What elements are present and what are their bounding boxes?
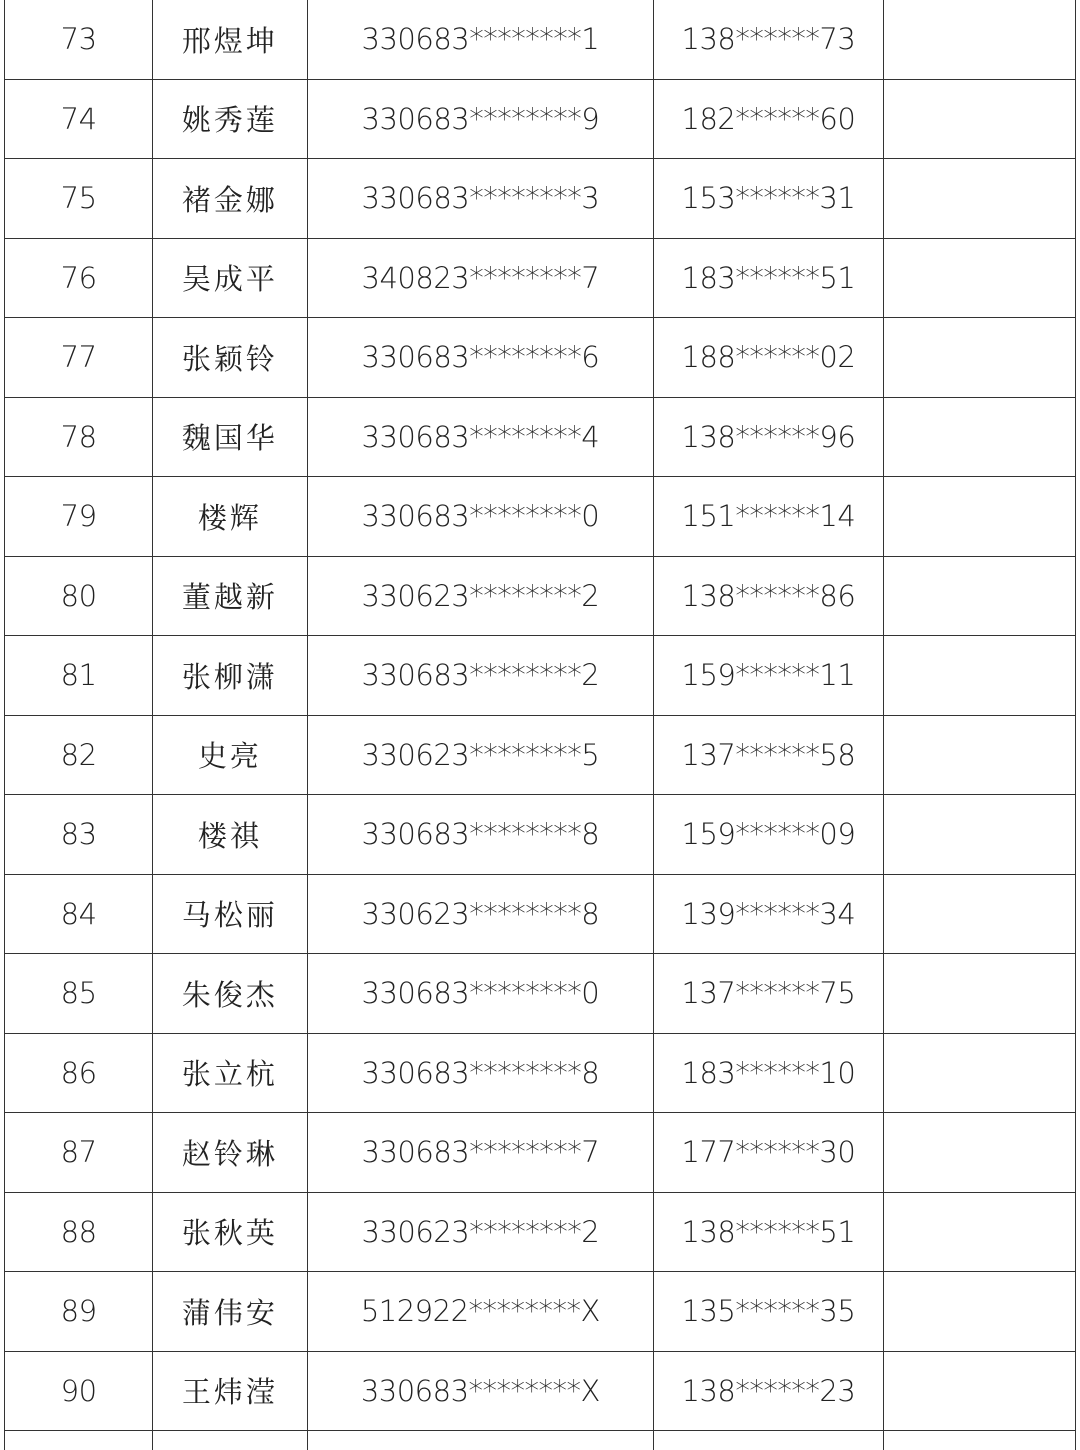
cell-note — [883, 1113, 1075, 1193]
cell-name: 张柳潇 — [153, 636, 307, 716]
cell-name: 史亮 — [153, 715, 307, 795]
cell-note — [883, 318, 1075, 398]
table-row — [5, 1192, 1076, 1272]
cell-phone: 153******31 — [654, 159, 883, 239]
cell-number: 84 — [5, 874, 153, 954]
cell-note — [883, 1192, 1075, 1272]
cell-id-number: 330683********8 — [307, 795, 654, 875]
cell-id-number: 330683********0 — [307, 954, 654, 1034]
roster-table-body — [5, 0, 1076, 1450]
table-row — [5, 874, 1076, 954]
cell-phone: 138******73 — [654, 0, 883, 79]
cell-number: 77 — [5, 318, 153, 398]
table-row — [5, 1351, 1076, 1431]
table-row — [5, 0, 1076, 79]
cell-id-number: 330683********4 — [307, 397, 654, 477]
cell-phone: 188******02 — [654, 318, 883, 398]
cell-name: 楼祺 — [153, 795, 307, 875]
table-row — [5, 397, 1076, 477]
cell-phone: 177******30 — [654, 1113, 883, 1193]
cell-phone: 151******14 — [654, 477, 883, 557]
table-row — [5, 318, 1076, 398]
table-row — [5, 1431, 1076, 1450]
cell-number: 76 — [5, 238, 153, 318]
cell-phone: 138******86 — [654, 556, 883, 636]
cell-id-number — [307, 1431, 654, 1450]
cell-id-number: 330683********0 — [307, 477, 654, 557]
cell-note — [883, 477, 1075, 557]
table-row — [5, 715, 1076, 795]
cell-note — [883, 159, 1075, 239]
cell-number: 79 — [5, 477, 153, 557]
roster-table — [4, 0, 1076, 1450]
table-row — [5, 795, 1076, 875]
cell-id-number: 330683********X — [307, 1351, 654, 1431]
table-row — [5, 1033, 1076, 1113]
cell-phone — [654, 1431, 883, 1450]
cell-name: 蒲伟安 — [153, 1272, 307, 1352]
cell-id-number: 330623********8 — [307, 874, 654, 954]
cell-id-number: 330623********2 — [307, 556, 654, 636]
cell-id-number: 330623********5 — [307, 715, 654, 795]
cell-number: 73 — [5, 0, 153, 79]
cell-number: 82 — [5, 715, 153, 795]
cell-id-number: 340823********7 — [307, 238, 654, 318]
cell-phone: 183******10 — [654, 1033, 883, 1113]
cell-note — [883, 0, 1075, 79]
cell-phone: 135******35 — [654, 1272, 883, 1352]
cell-note — [883, 1272, 1075, 1352]
cell-note — [883, 954, 1075, 1034]
cell-name: 吴成平 — [153, 238, 307, 318]
cell-note — [883, 1033, 1075, 1113]
cell-phone: 159******09 — [654, 795, 883, 875]
cell-name: 褚金娜 — [153, 159, 307, 239]
cell-number: 81 — [5, 636, 153, 716]
cell-name: 张秋英 — [153, 1192, 307, 1272]
cell-phone: 137******58 — [654, 715, 883, 795]
cell-name: 姚秀莲 — [153, 79, 307, 159]
cell-number: 88 — [5, 1192, 153, 1272]
cell-id-number: 330683********1 — [307, 0, 654, 79]
cell-name: 朱俊杰 — [153, 954, 307, 1034]
cell-name: 楼辉 — [153, 477, 307, 557]
cell-phone: 137******75 — [654, 954, 883, 1034]
cell-number: 74 — [5, 79, 153, 159]
cell-number: 89 — [5, 1272, 153, 1352]
cell-note — [883, 238, 1075, 318]
table-row — [5, 477, 1076, 557]
cell-name: 魏国华 — [153, 397, 307, 477]
cell-note — [883, 1431, 1075, 1450]
cell-number: 83 — [5, 795, 153, 875]
cell-number: 75 — [5, 159, 153, 239]
cell-phone: 182******60 — [654, 79, 883, 159]
cell-note — [883, 556, 1075, 636]
cell-number: 87 — [5, 1113, 153, 1193]
cell-id-number: 330623********2 — [307, 1192, 654, 1272]
cell-note — [883, 397, 1075, 477]
cell-number: 90 — [5, 1351, 153, 1431]
cell-phone: 138******51 — [654, 1192, 883, 1272]
table-row — [5, 1113, 1076, 1193]
cell-phone: 159******11 — [654, 636, 883, 716]
cell-name: 王炜滢 — [153, 1351, 307, 1431]
cell-name: 张立杭 — [153, 1033, 307, 1113]
cell-name — [153, 1431, 307, 1450]
cell-phone: 138******23 — [654, 1351, 883, 1431]
cell-note — [883, 874, 1075, 954]
cell-note — [883, 795, 1075, 875]
table-row — [5, 1272, 1076, 1352]
cell-id-number: 330683********8 — [307, 1033, 654, 1113]
cell-id-number: 330683********3 — [307, 159, 654, 239]
cell-id-number: 330683********6 — [307, 318, 654, 398]
cell-name: 董越新 — [153, 556, 307, 636]
table-row — [5, 636, 1076, 716]
cell-name: 邢煜坤 — [153, 0, 307, 79]
cell-number: 80 — [5, 556, 153, 636]
cell-number: 86 — [5, 1033, 153, 1113]
table-row — [5, 159, 1076, 239]
cell-phone: 139******34 — [654, 874, 883, 954]
cell-note — [883, 1351, 1075, 1431]
cell-id-number: 512922********X — [307, 1272, 654, 1352]
cell-id-number: 330683********9 — [307, 79, 654, 159]
cell-name: 张颖铃 — [153, 318, 307, 398]
cell-phone: 138******96 — [654, 397, 883, 477]
cell-note — [883, 715, 1075, 795]
cell-number: 78 — [5, 397, 153, 477]
cell-note — [883, 636, 1075, 716]
cell-id-number: 330683********7 — [307, 1113, 654, 1193]
cell-number — [5, 1431, 153, 1450]
cell-phone: 183******51 — [654, 238, 883, 318]
table-row — [5, 79, 1076, 159]
table-row — [5, 238, 1076, 318]
cell-name: 赵铃琳 — [153, 1113, 307, 1193]
cell-name: 马松丽 — [153, 874, 307, 954]
cell-number: 85 — [5, 954, 153, 1034]
table-row — [5, 954, 1076, 1034]
table-row — [5, 556, 1076, 636]
cell-id-number: 330683********2 — [307, 636, 654, 716]
cell-note — [883, 79, 1075, 159]
